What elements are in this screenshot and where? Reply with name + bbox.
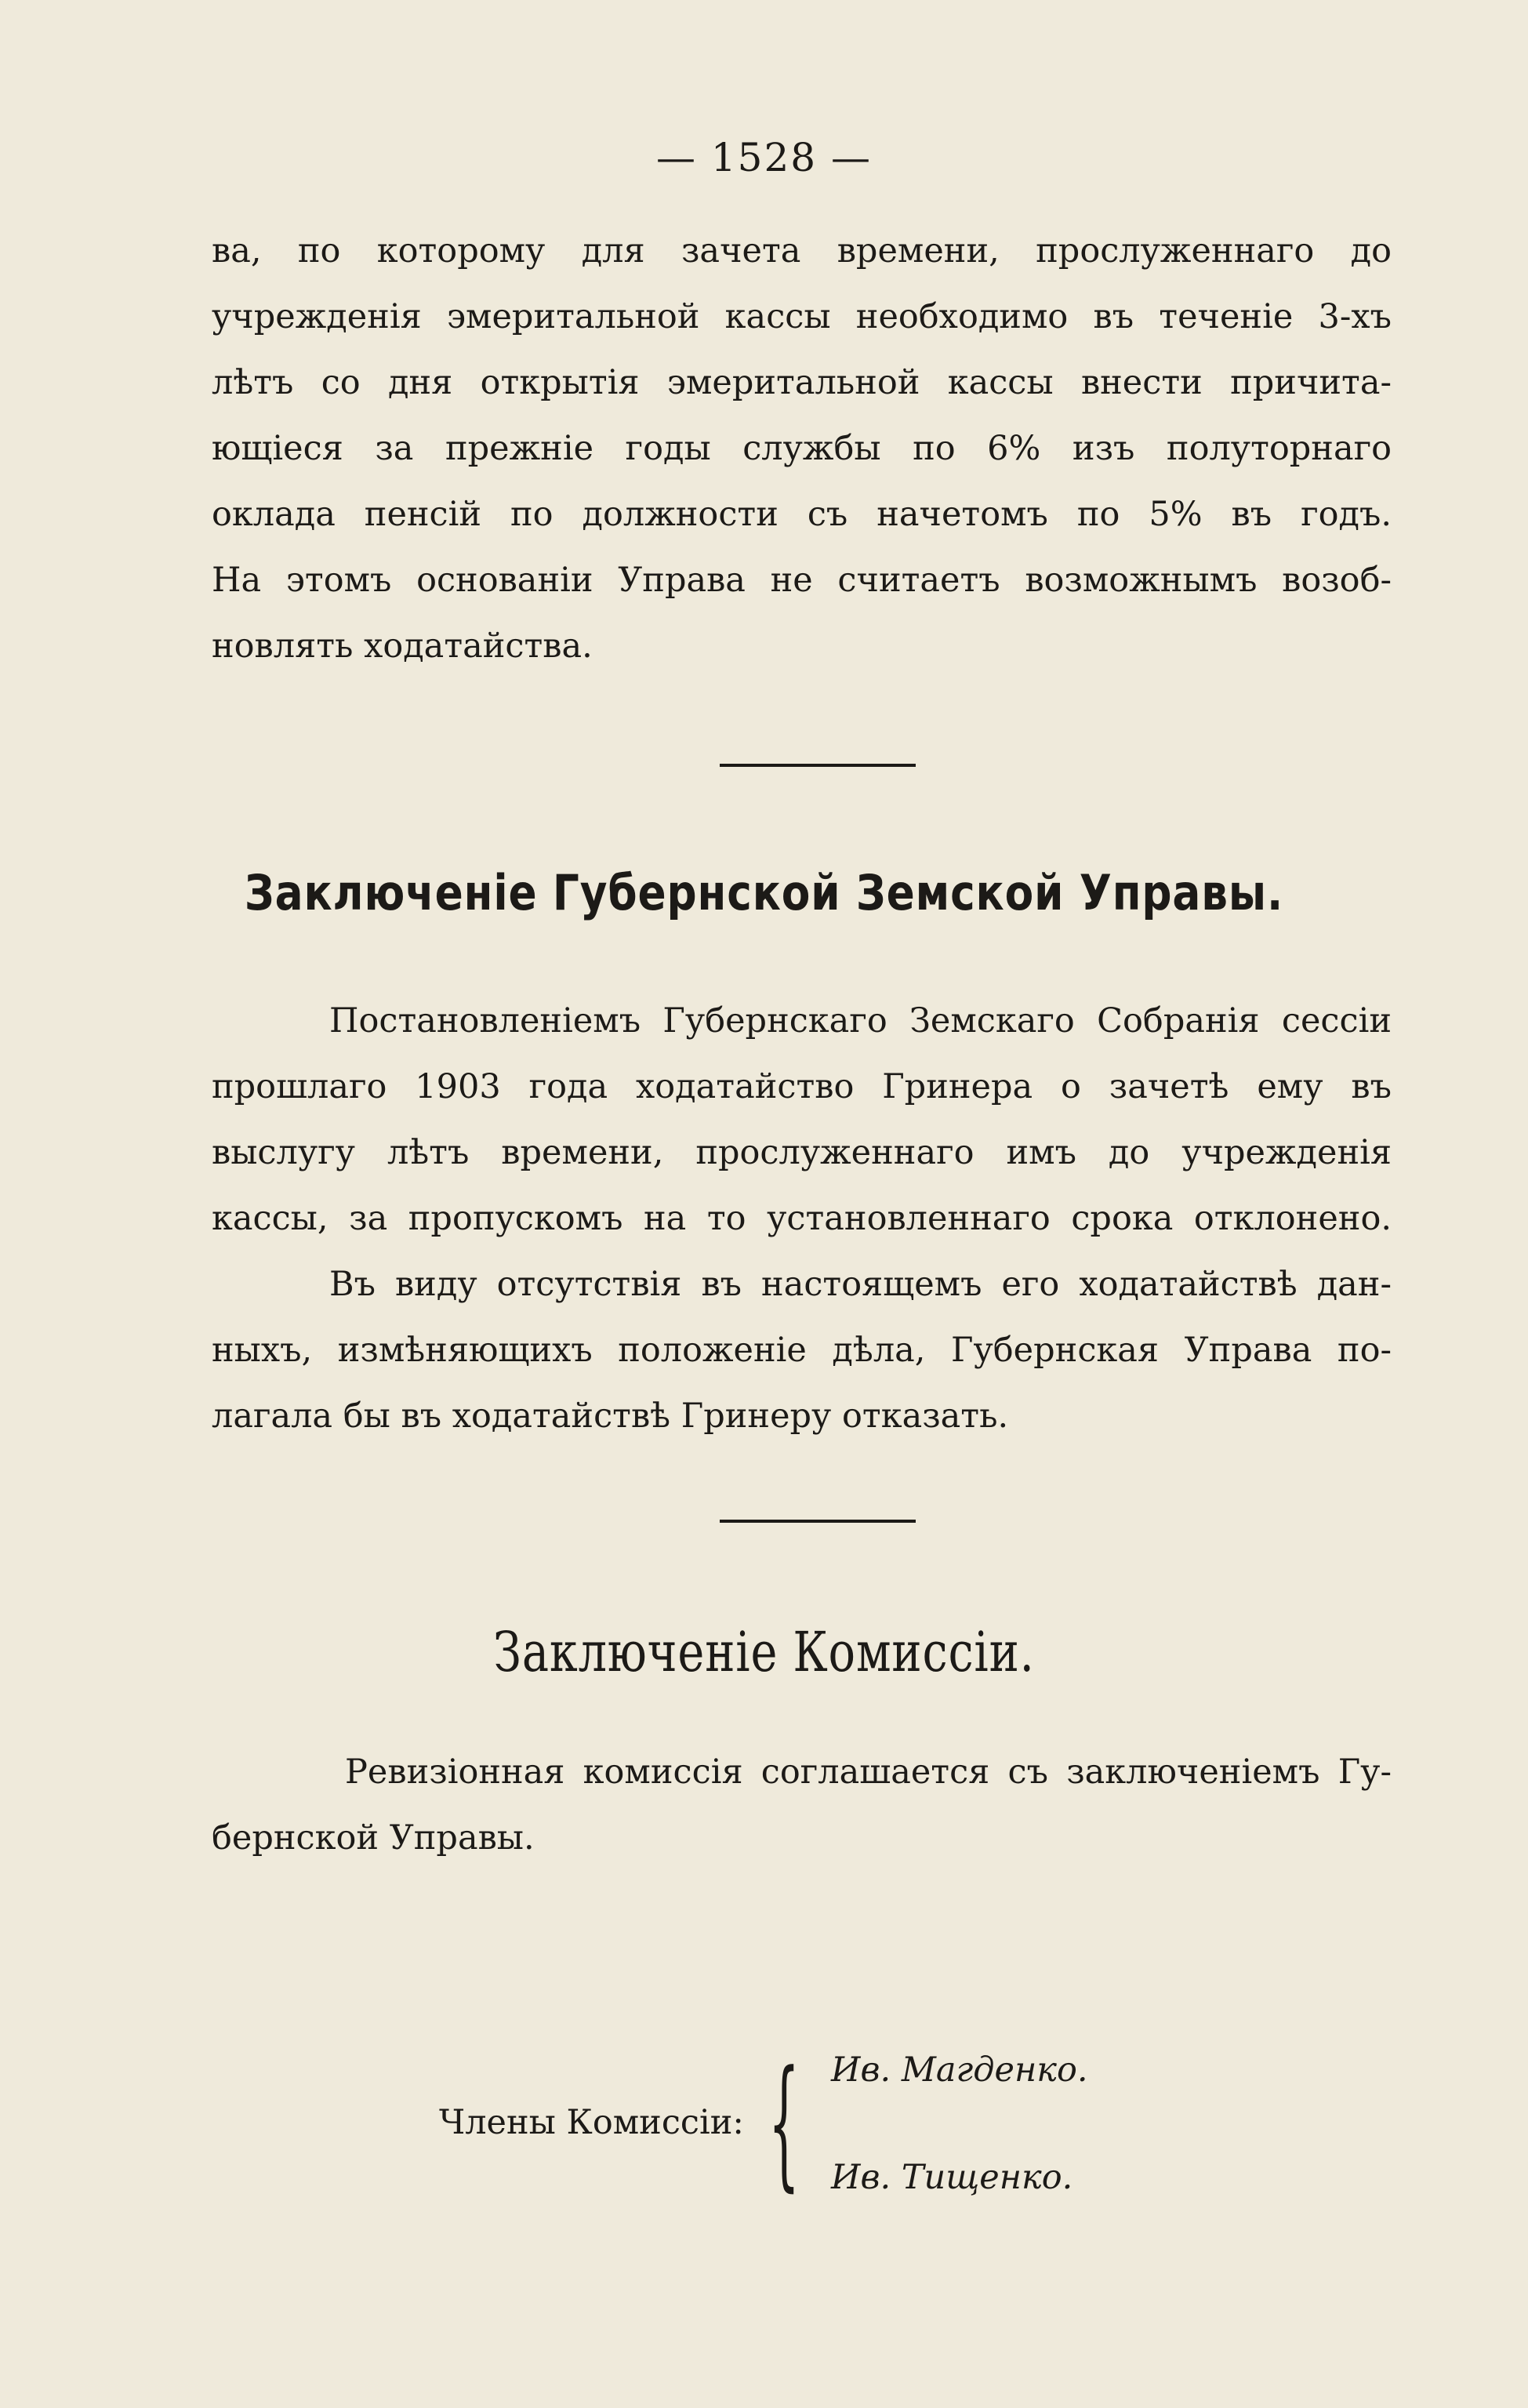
text-line: ющіеся за прежніе годы службы по 6% изъ полуторнаго (212, 429, 1392, 468)
text-line: бернской Управы. (212, 1818, 535, 1858)
text-line: новлять ходатайства. (212, 627, 593, 666)
heading-komissia: Заключеніе Комиссіи. (493, 1620, 1035, 1684)
section-divider (720, 764, 916, 767)
page-number: — 1528 — (655, 135, 873, 180)
text-line: ныхъ, измѣняющихъ положеніе дѣла, Губернская Управа по- (212, 1331, 1392, 1370)
text-line: Ревизіонная комиссія соглашается съ заключеніемъ Гу- (345, 1752, 1392, 1792)
text-line: оклада пенсій по должности съ начетомъ по 5% въ годъ. (212, 495, 1392, 534)
komissia-paragraph (212, 1739, 1392, 1871)
text-line: На этомъ основаніи Управа не считаетъ возможнымъ возоб- (212, 561, 1392, 600)
text-line: прошлаго 1903 года ходатайство Гринера о зачетѣ ему въ (212, 1067, 1392, 1106)
signatures-label: Члены Комиссіи: (439, 2103, 744, 2142)
text-line: Постановленіемъ Губернскаго Земскаго Собранія сессіи (329, 1001, 1392, 1041)
text-line: лѣтъ со дня открытія эмеритальной кассы внести причита- (212, 363, 1392, 402)
text-line: лагала бы въ ходатайствѣ Гринеру отказать. (212, 1396, 1009, 1436)
intro-paragraph (212, 218, 1392, 679)
signature-magdenko: Ив. Магденко. (831, 2050, 1088, 2090)
signature-tishchenko: Ив. Тищенко. (831, 2158, 1073, 2197)
section-divider (720, 1520, 916, 1523)
text-line: выслугу лѣтъ времени, прослуженнаго имъ до учрежденія (212, 1133, 1392, 1172)
text-line: кассы, за пропускомъ на то установленнаго срока отклонено. (212, 1199, 1392, 1238)
heading-uprava: Заключеніе Губернской Земской Управы. (244, 864, 1284, 921)
text-line: ва, по которому для зачета времени, прослуженнаго до (212, 231, 1392, 271)
brace-icon: { (768, 2041, 800, 2205)
uprava-paragraph (212, 988, 1392, 1449)
text-line: учрежденія эмеритальной кассы необходимо въ теченіе 3-хъ (212, 297, 1392, 336)
text-line: Въ виду отсутствія въ настоящемъ его ходатайствѣ дан- (329, 1265, 1392, 1304)
